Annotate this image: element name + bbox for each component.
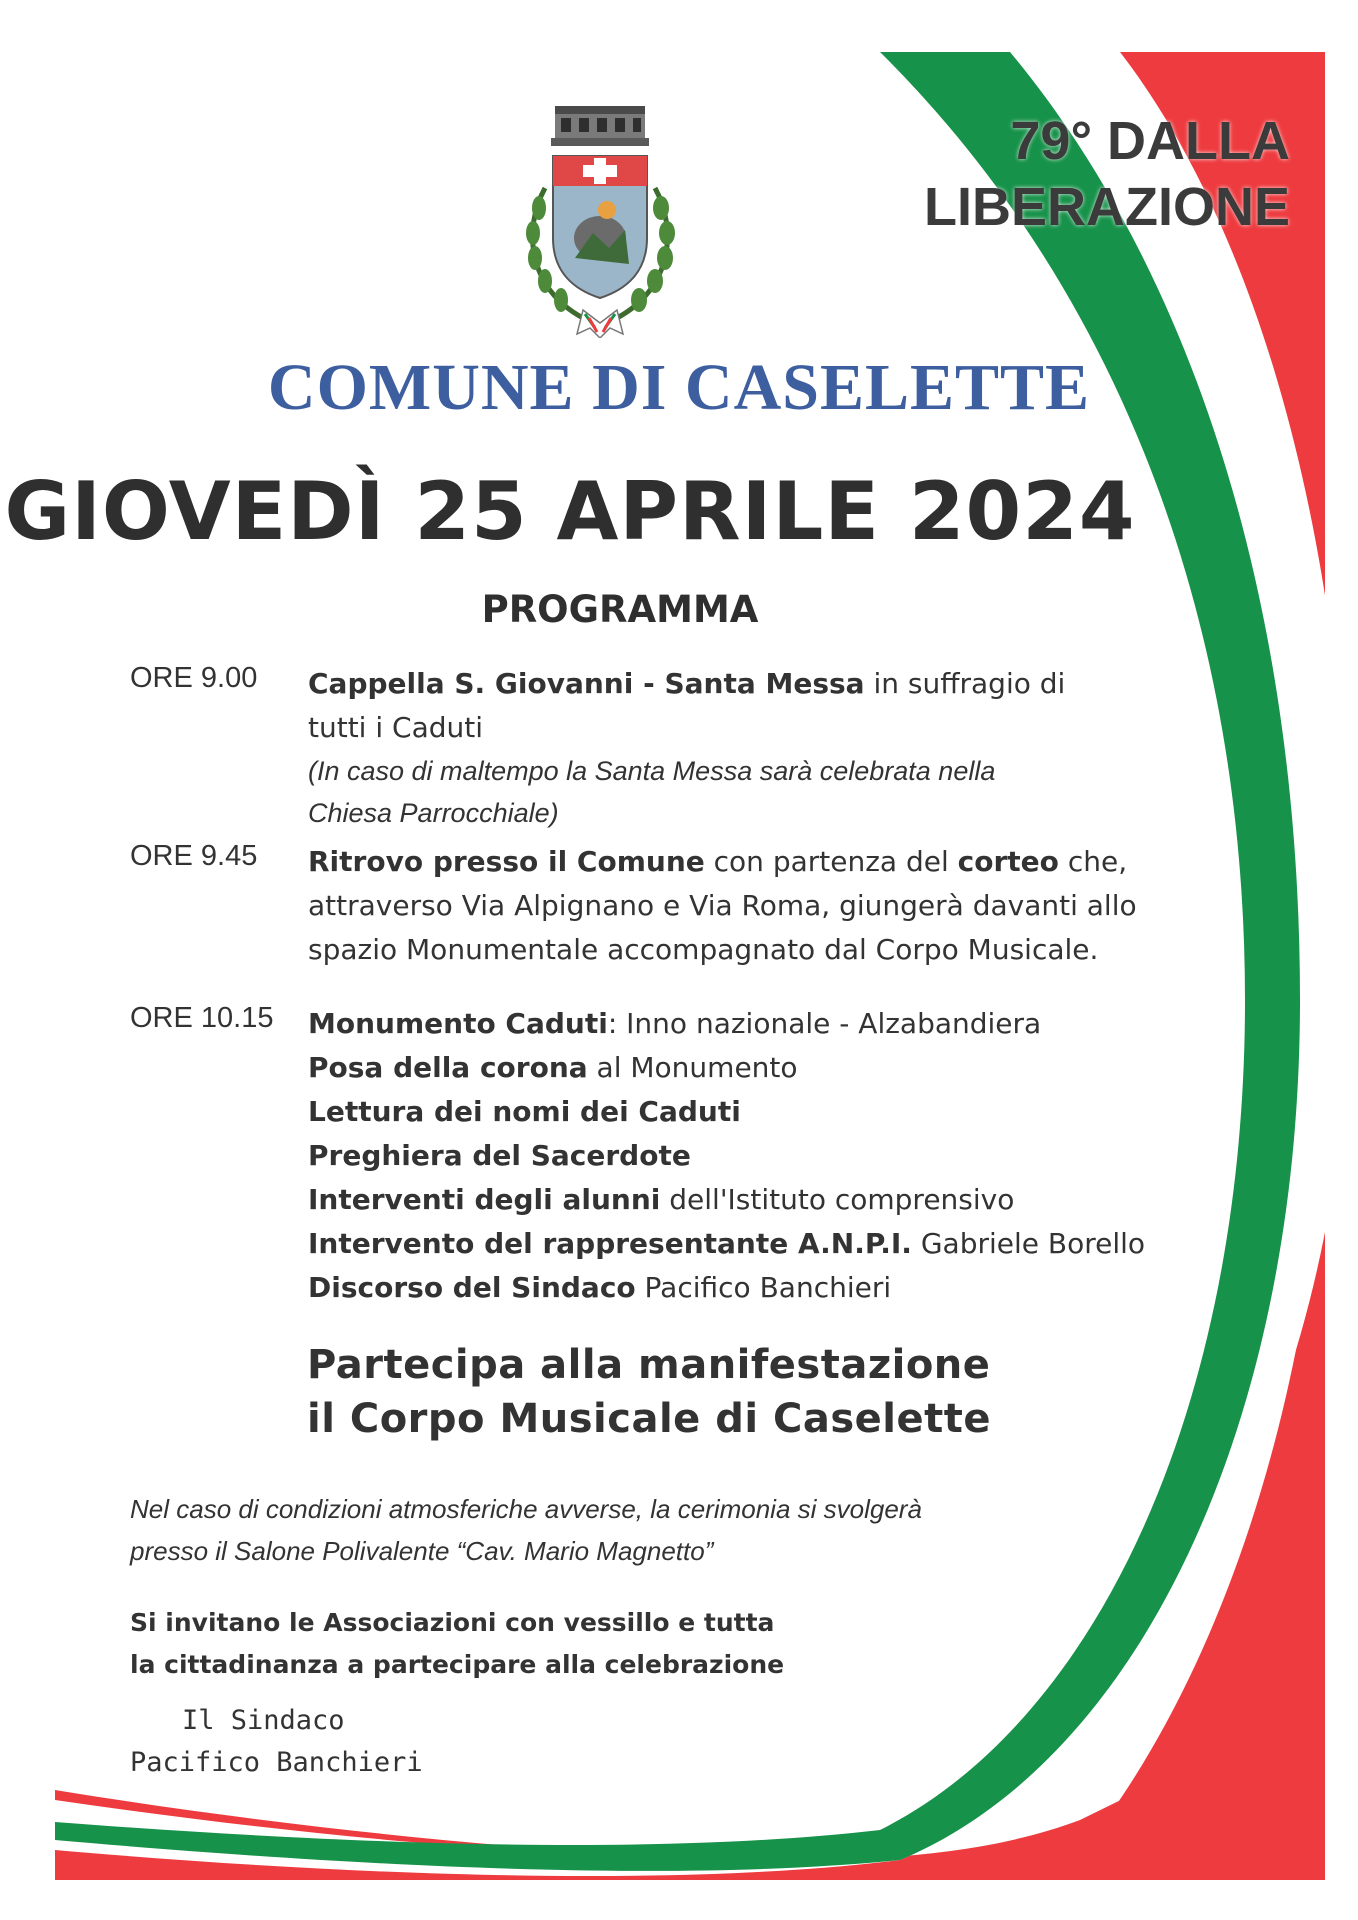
program-text-bold: Lettura dei nomi dei Caduti [308,1095,741,1128]
program-text-bold: Discorso del Sindaco [308,1271,636,1304]
weather-line-1: Nel caso di condizioni atmosferiche avverse, la cerimonia si svolgerà [130,1494,922,1524]
program-text-bold: Posa della corona [308,1051,588,1084]
program-text: al Monumento [587,1051,798,1084]
signature-role: Il Sindaco [182,1705,345,1736]
program-note: Chiesa Parrocchiale) [308,798,559,828]
signature-name: Pacifico Banchieri [130,1747,423,1778]
program-text: dell'Istituto comprensivo [660,1183,1015,1216]
anniversary-badge [924,108,1290,240]
program-time: ORE 10.15 [130,1002,274,1034]
badge-line-2: LIBERAZIONE [923,177,1290,237]
program-text-bold: Cappella S. Giovanni - Santa Messa [308,667,865,700]
program-time: ORE 9.45 [130,840,258,872]
program-description [308,840,1228,972]
partecipa-line-2: il Corpo Musicale di Caselette [307,1396,991,1442]
coat-of-arms-icon [505,98,695,338]
program-text: : Inno nazionale - Alzabandiera [607,1007,1042,1040]
program-text-bold: Interventi degli alunni [308,1183,661,1216]
program-text-bold: Intervento del rappresentante A.N.P.I. [308,1227,912,1260]
signature-block [130,1700,423,1784]
program-text: che, [1058,845,1128,878]
program-text-bold: Preghiera del Sacerdote [308,1139,691,1172]
invitation-line-2: la cittadinanza a partecipare alla celebrazione [130,1650,785,1679]
program-text: con partenza del [704,845,958,878]
program-description [308,662,1228,834]
partecipa-notice [307,1338,991,1446]
program-description [308,1002,1228,1310]
program-note: (In caso di maltempo la Santa Messa sarà celebrata nella [308,756,996,786]
badge-line-1: 79° DALLA [1010,111,1290,171]
program-text: tutti i Caduti [308,711,484,744]
programma-heading: PROGRAMMA [481,588,759,631]
partecipa-line-1: Partecipa alla manifestazione [307,1342,991,1388]
program-text: Gabriele Borello [911,1227,1146,1260]
program-text: Pacifico Banchieri [635,1271,892,1304]
program-text: in suffragio di [864,667,1066,700]
program-text: attraverso Via Alpignano e Via Roma, giungerà davanti allo [308,889,1137,922]
program-text: spazio Monumentale accompagnato dal Corpo Musicale. [308,933,1099,966]
program-time: ORE 9.00 [130,662,258,694]
program-text-bold: Ritrovo presso il Comune [308,845,705,878]
invitation-line-1: Si invitano le Associazioni con vessillo e tutta [130,1608,775,1637]
weather-notice [130,1488,922,1572]
program-text-bold: Monumento Caduti [308,1007,608,1040]
weather-line-2: presso il Salone Polivalente “Cav. Mario Magnetto” [130,1536,714,1566]
comune-title: COMUNE DI CASELETTE [267,351,1091,424]
program-text-bold: corteo [957,845,1059,878]
invitation-notice [130,1602,784,1686]
event-date: GIOVEDÌ 25 APRILE 2024 [4,465,1136,558]
